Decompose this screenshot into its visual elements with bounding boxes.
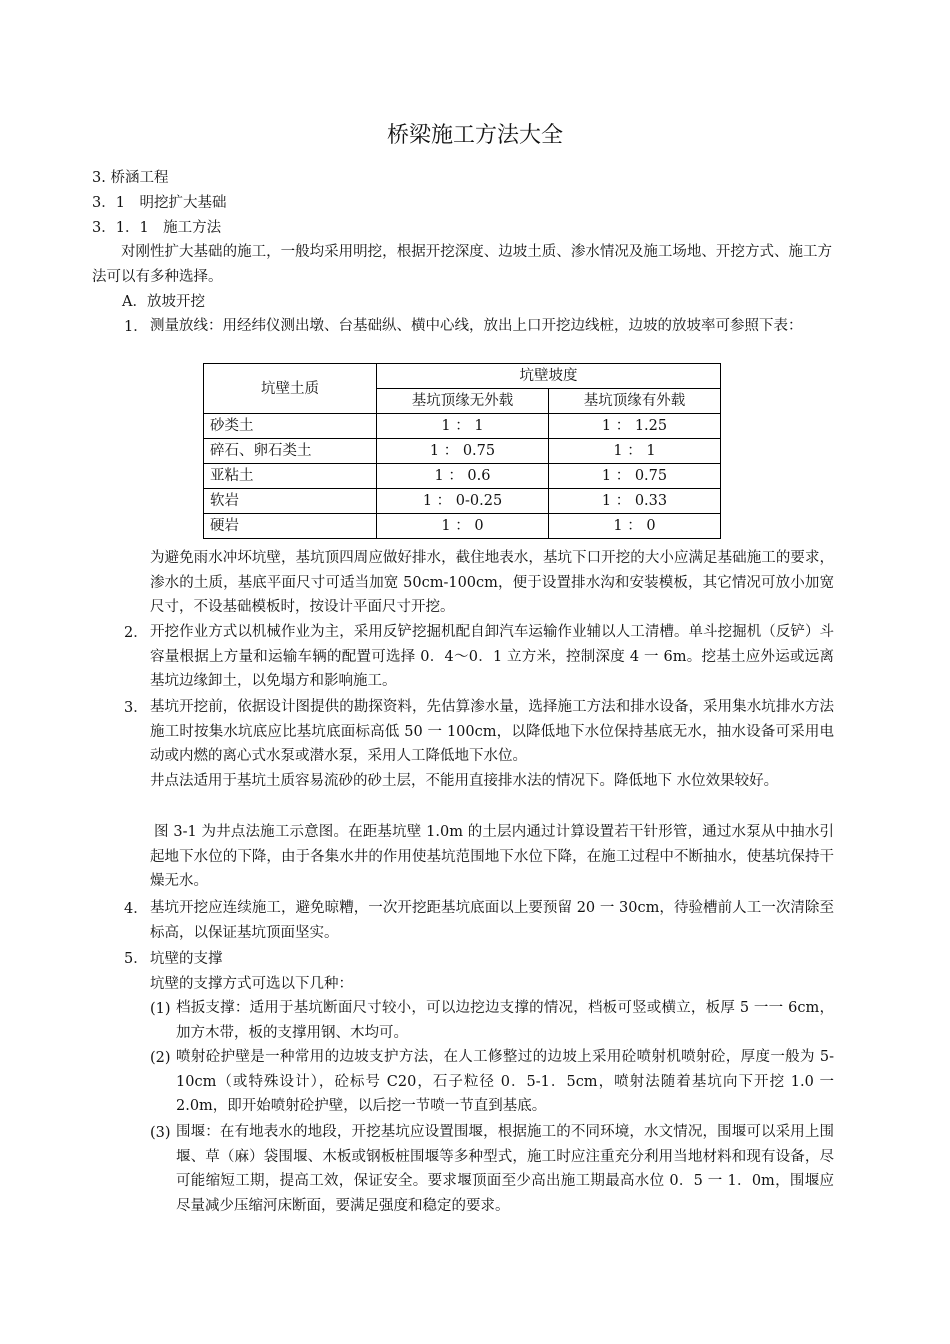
item-5-intro: 坑壁的支撑方式可选以下几种： [150, 976, 353, 992]
table-cell-with-load: 1 ： 1 [549, 439, 721, 464]
table-header-no-load: 基坑顶缘无外载 [377, 389, 549, 414]
heading-level2: 3．1 明挖扩大基础 [92, 195, 227, 211]
table-cell-no-load: 1 ： 1 [377, 414, 549, 439]
after-table-paragraph: 为避免雨水冲坏坑壁，基坑顶四周应做好排水，截住地表水，基坑下口开挖的大小应满足基础施工的要求，渗水的土质，基底平面尺寸可适当加宽 50cm-100cm，便于设置排水沟和安装模板，其它情况可放小加宽尺寸，不设基础模板时，按设计平面尺寸开挖。 [150, 550, 834, 615]
item-2-text: 开挖作业方式以机械作业为主，采用反铲挖掘机配自卸汽车运输作业辅以人工清槽。单斗挖掘机（反铲）斗容量根据上方量和运输车辆的配置可选择 0．4～0．1 立方米，控制深度 4 一 6m。挖基土应外运或远离基坑边缘卸土，以免塌方和影响施工。 [150, 624, 834, 689]
table-cell-soil: 硬岩 [204, 514, 377, 539]
table-cell-with-load: 1 ： 1.25 [549, 414, 721, 439]
sub-item-3-number: (3) [150, 1125, 171, 1141]
item-3-number: 3． [124, 700, 148, 716]
item-3-paragraph-3: 图 3-1 为井点法施工示意图。在距基坑壁 1.0m 的土层内通过计算设置若干针形管，通过水泵从中抽水引起地下水位的下降，由于各集水井的作用使基坑范围地下水位下降，在施工过程中不断抽水，使基坑保持干燥无水。 [150, 824, 834, 889]
table-header-with-load: 基坑顶缘有外载 [549, 389, 721, 414]
sub-item-1-number: (1) [150, 1001, 171, 1017]
item-3-paragraph-2: 井点法适用于基坑土质容易流砂的砂土层，不能用直接排水法的情况下。降低地下 水位效果较好。 [150, 773, 779, 789]
table-header-slope: 坑壁坡度 [377, 364, 721, 389]
table-cell-soil: 软岩 [204, 489, 377, 514]
table-row [204, 414, 721, 439]
table-cell-no-load: 1 ： 0.75 [377, 439, 549, 464]
table-row [204, 514, 721, 539]
table-cell-soil: 碎石、卵石类土 [204, 439, 377, 464]
table-row [204, 439, 721, 464]
intro-paragraph: 对刚性扩大基础的施工，一般均采用明挖，根据开挖深度、边坡土质、渗水情况及施工场地、开挖方式、施工方法可以有多种选择。 [92, 244, 832, 285]
table-row [204, 464, 721, 489]
heading-level1: 3. 桥涵工程 [92, 170, 169, 186]
item-1-number: 1． [124, 319, 148, 335]
document-title: 桥梁施工方法大全 [386, 123, 563, 148]
table-row [204, 489, 721, 514]
table-cell-no-load: 1 ： 0-0.25 [377, 489, 549, 514]
table-cell-soil: 亚粘土 [204, 464, 377, 489]
table-cell-no-load: 1 ： 0 [377, 514, 549, 539]
table-cell-with-load: 1 ： 0 [549, 514, 721, 539]
table-header-soil: 坑壁土质 [204, 364, 377, 414]
item-4-number: 4． [124, 901, 148, 917]
slope-ratio-table [203, 363, 721, 539]
item-3-text: 基坑开挖前，依据设计图提供的勘探资料，先估算渗水量，选择施工方法和排水设备，采用集水坑排水方法施工时按集水坑底应比基坑底面标高低 50 一 100cm，以降低地下水位保持基底无水，抽水设备可采用电动或内燃的离心式水泵或潜水泵，采用人工降低地下水位。 [150, 699, 834, 764]
heading-level3: 3．1．1 施工方法 [92, 220, 222, 236]
sub-item-2-number: (2) [150, 1050, 171, 1066]
item-2-number: 2． [124, 625, 148, 641]
section-a-heading: A．放坡开挖 [122, 294, 205, 310]
sub-item-3-text: 围堰：在有地表水的地段，开挖基坑应设置围堰，根据施工的不同环境，水文情况，围堰可以采用上围堰、草（麻）袋围堰、木板或钢板桩围堰等多种型式，施工时应注重充分利用当地材料和现有设备，尽可能缩短工期，提高工效，保证安全。要求堰顶面至少高出施工期最高水位 0．5 一 1．0m，围堰应尽量减少压缩河床断面，要满足强度和稳定的要求。 [176, 1124, 834, 1214]
table-cell-with-load: 1 ： 0.33 [549, 489, 721, 514]
item-1-text: 测量放线：用经纬仪测出墩、台基础纵、横中心线，放出上口开挖边线桩，边坡的放坡率可参照下表： [150, 318, 803, 334]
table-cell-soil: 砂类土 [204, 414, 377, 439]
sub-item-1-text: 档扳支撑：适用于基坑断面尺寸较小，可以边挖边支撑的情况，档板可竖或横立，板厚 5 一一 6cm，加方木带，板的支撑用钢、木均可。 [176, 1000, 834, 1041]
table-cell-with-load: 1 ： 0.75 [549, 464, 721, 489]
item-4-text: 基坑开挖应连续施工，避免晾糟，一次开挖距基坑底面以上要预留 20 一 30cm，待验槽前人工一次清除至标高，以保证基坑顶面坚实。 [150, 900, 834, 941]
item-5-text: 坑壁的支撑 [150, 951, 223, 967]
table-cell-no-load: 1 ： 0.6 [377, 464, 549, 489]
sub-item-2-text: 喷射砼护壁是一种常用的边坡支护方法，在人工修整过的边坡上采用砼喷射机喷射砼，厚度一般为 5-10cm（或特殊设计），砼标号 C20，石子粒径 0．5-1．5cm，喷射法随着基坑向下开挖 1.0 一 2.0m，即开始喷射砼护壁，以后挖一节喷一节直到基底。 [176, 1049, 834, 1114]
item-5-number: 5． [124, 951, 148, 967]
